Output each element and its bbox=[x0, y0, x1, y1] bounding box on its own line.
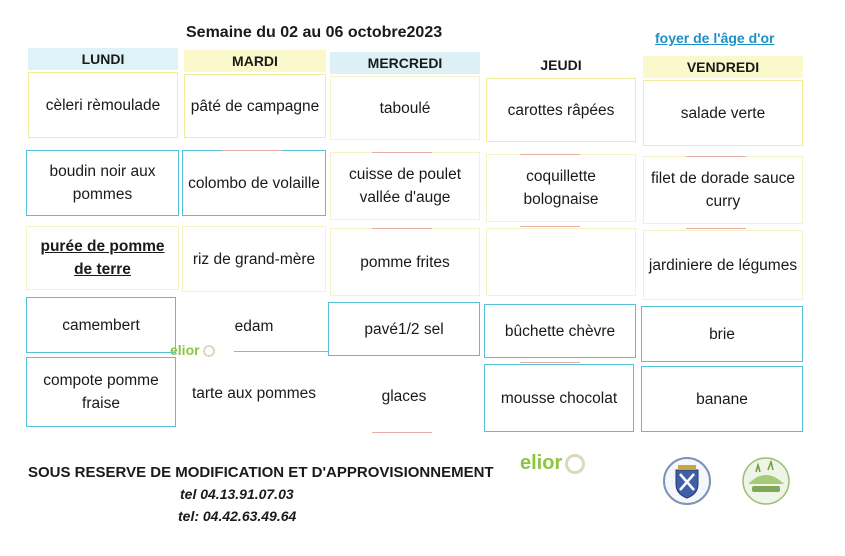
day-header-lundi: LUNDI bbox=[28, 48, 178, 70]
day-header-mercredi: MERCREDI bbox=[330, 52, 480, 74]
menu-cell bbox=[486, 228, 636, 296]
menu-cell: compote pomme fraise bbox=[26, 357, 176, 427]
swirl-icon bbox=[565, 454, 585, 474]
menu-cell: tarte aux pommes bbox=[191, 384, 317, 402]
divider bbox=[520, 226, 580, 227]
swirl-icon bbox=[203, 345, 215, 357]
elior-logo: elior bbox=[170, 342, 215, 358]
menu-cell: purée de pomme de terre bbox=[26, 226, 179, 290]
menu-cell: camembert bbox=[26, 297, 176, 353]
menu-cell: mousse chocolat bbox=[484, 364, 634, 432]
menu-cell: bûchette chèvre bbox=[484, 304, 636, 358]
menu-cell: colombo de volaille bbox=[182, 150, 326, 216]
menu-cell: banane bbox=[641, 366, 803, 432]
menu-cell: edam bbox=[234, 317, 274, 335]
menu-cell: riz de grand-mère bbox=[182, 226, 326, 292]
menu-cell: boudin noir aux pommes bbox=[26, 150, 179, 216]
menu-cell: carottes râpées bbox=[486, 78, 636, 142]
menu-cell: filet de dorade sauce curry bbox=[643, 156, 803, 224]
disclaimer: SOUS RESERVE DE MODIFICATION ET D'APPROVISIONNEMENT bbox=[28, 464, 494, 481]
menu-cell: cèleri rèmoulade bbox=[28, 72, 178, 138]
menu-cell: brie bbox=[641, 306, 803, 362]
divider bbox=[234, 351, 328, 352]
phone-number-2: tel: 04.42.63.49.64 bbox=[178, 508, 297, 524]
day-header-vendredi: VENDREDI bbox=[643, 56, 803, 78]
phone-number-1: tel 04.13.91.07.03 bbox=[180, 486, 294, 502]
menu-cell: pomme frites bbox=[330, 228, 480, 296]
menu-cell: pâté de campagne bbox=[184, 74, 326, 138]
menu-cell: taboulé bbox=[330, 76, 480, 140]
menu-cell: jardiniere de légumes bbox=[643, 230, 803, 300]
divider bbox=[520, 362, 580, 363]
menu-cell: cuisse de poulet vallée d'auge bbox=[330, 152, 480, 220]
day-header-mardi: MARDI bbox=[184, 50, 326, 72]
divider bbox=[372, 228, 432, 229]
divider bbox=[372, 432, 432, 433]
site-link[interactable]: foyer de l'âge d'or bbox=[655, 30, 775, 46]
town-crest-icon bbox=[660, 456, 714, 506]
day-header-jeudi: JEUDI bbox=[486, 54, 636, 76]
divider bbox=[372, 152, 432, 153]
association-logo-icon bbox=[738, 456, 794, 506]
menu-cell: glaces bbox=[381, 387, 427, 405]
menu-cell: salade verte bbox=[643, 80, 803, 146]
divider bbox=[686, 228, 746, 229]
menu-cell: coquillette bolognaise bbox=[486, 154, 636, 222]
elior-logo-footer: elior bbox=[520, 452, 585, 475]
divider bbox=[222, 150, 282, 151]
menu-cell: pavé1/2 sel bbox=[328, 302, 480, 356]
page-title: Semaine du 02 au 06 octobre2023 bbox=[186, 24, 443, 41]
divider bbox=[686, 156, 746, 157]
divider bbox=[520, 154, 580, 155]
